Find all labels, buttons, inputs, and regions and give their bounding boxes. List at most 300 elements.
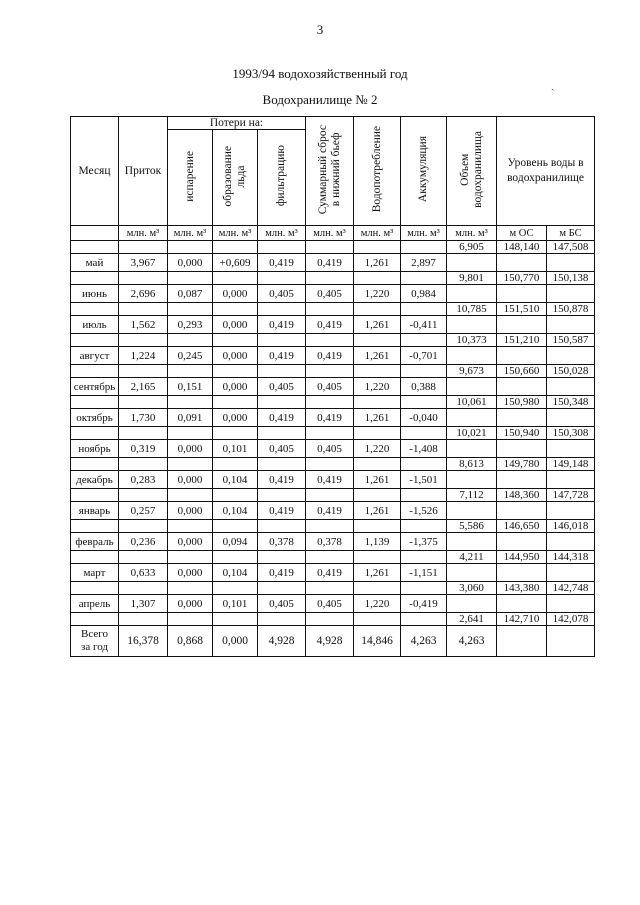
- empty-cell: [213, 427, 258, 440]
- empty-cell: [168, 303, 213, 316]
- empty-cell: [306, 551, 354, 564]
- consumption-cell: 1,139: [354, 533, 401, 551]
- empty-cell: [354, 489, 401, 502]
- empty-cell: [119, 396, 168, 409]
- filtration-cell: 0,419: [258, 409, 306, 427]
- empty-cell: [497, 533, 547, 551]
- discharge-cell: 0,419: [306, 564, 354, 582]
- header-evaporation-text: испарение: [183, 150, 196, 202]
- empty-cell: [258, 303, 306, 316]
- inflow-cell: 0,319: [119, 440, 168, 458]
- discharge-cell: 0,419: [306, 316, 354, 334]
- empty-cell: [306, 582, 354, 595]
- empty-cell: [401, 613, 447, 626]
- empty-cell: [258, 489, 306, 502]
- level-bs-cell: 146,018: [547, 520, 595, 533]
- empty-cell: [119, 582, 168, 595]
- ice-cell: +0,609: [213, 254, 258, 272]
- filtration-cell: 0,405: [258, 595, 306, 613]
- table-row: [71, 489, 595, 502]
- accumulation-cell: -0,701: [401, 347, 447, 365]
- empty-cell: [547, 626, 595, 657]
- empty-cell: [354, 613, 401, 626]
- volume-cell: 5,586: [447, 520, 497, 533]
- table-row: [71, 365, 595, 378]
- ice-cell: 0,000: [213, 409, 258, 427]
- consumption-cell: 1,261: [354, 471, 401, 489]
- empty-cell: [71, 365, 119, 378]
- accumulation-cell: -1,526: [401, 502, 447, 520]
- empty-cell: [119, 489, 168, 502]
- accumulation-cell: -1,375: [401, 533, 447, 551]
- evaporation-cell: 0,151: [168, 378, 213, 396]
- evaporation-cell: 0,000: [168, 440, 213, 458]
- filtration-cell: 0,419: [258, 471, 306, 489]
- empty-cell: [258, 427, 306, 440]
- empty-cell: [497, 254, 547, 272]
- month-cell: март: [71, 564, 119, 582]
- level-os-cell: 150,770: [497, 272, 547, 285]
- month-cell: май: [71, 254, 119, 272]
- level-bs-cell: 147,508: [547, 241, 595, 254]
- header-inflow: Приток: [119, 117, 168, 226]
- empty-cell: [401, 520, 447, 533]
- empty-cell: [547, 316, 595, 334]
- level-bs-cell: 147,728: [547, 489, 595, 502]
- total-volume-cell: 4,263: [447, 626, 497, 657]
- level-bs-cell: 150,587: [547, 334, 595, 347]
- empty-cell: [258, 272, 306, 285]
- table-row: [71, 241, 595, 254]
- filtration-cell: 0,419: [258, 254, 306, 272]
- empty-cell: [306, 520, 354, 533]
- empty-cell: [168, 551, 213, 564]
- evaporation-cell: 0,245: [168, 347, 213, 365]
- empty-cell: [354, 241, 401, 254]
- empty-cell: [119, 334, 168, 347]
- level-os-cell: 142,710: [497, 613, 547, 626]
- empty-cell: [447, 533, 497, 551]
- empty-cell: [401, 396, 447, 409]
- level-os-cell: 148,360: [497, 489, 547, 502]
- level-os-cell: 146,650: [497, 520, 547, 533]
- empty-cell: [213, 489, 258, 502]
- table-row: [71, 582, 595, 595]
- empty-cell: [354, 396, 401, 409]
- unit-level-os: м ОС: [497, 226, 547, 241]
- table-row: [71, 533, 595, 551]
- evaporation-cell: 0,000: [168, 502, 213, 520]
- empty-cell: [306, 334, 354, 347]
- empty-cell: [306, 272, 354, 285]
- empty-cell: [168, 613, 213, 626]
- inflow-cell: 1,562: [119, 316, 168, 334]
- level-bs-cell: 150,028: [547, 365, 595, 378]
- header-filtration: [258, 130, 306, 226]
- inflow-cell: 1,224: [119, 347, 168, 365]
- empty-cell: [354, 458, 401, 471]
- empty-cell: [497, 595, 547, 613]
- empty-cell: [258, 334, 306, 347]
- table-row: [71, 613, 595, 626]
- unit-accumulation: млн. м³: [401, 226, 447, 241]
- empty-cell: [447, 285, 497, 303]
- empty-cell: [213, 458, 258, 471]
- unit-month: [71, 226, 119, 241]
- empty-cell: [354, 582, 401, 595]
- empty-cell: [401, 489, 447, 502]
- empty-cell: [71, 272, 119, 285]
- inflow-cell: 1,307: [119, 595, 168, 613]
- empty-cell: [354, 272, 401, 285]
- ice-cell: 0,000: [213, 347, 258, 365]
- empty-cell: [258, 365, 306, 378]
- empty-cell: [71, 241, 119, 254]
- empty-cell: [547, 285, 595, 303]
- volume-cell: 6,905: [447, 241, 497, 254]
- level-os-cell: 150,980: [497, 396, 547, 409]
- empty-cell: [119, 551, 168, 564]
- filtration-cell: 0,419: [258, 347, 306, 365]
- table-row: [71, 378, 595, 396]
- header-level: Уровень воды в водохранилище: [497, 117, 595, 226]
- unit-level-bs: м БС: [547, 226, 595, 241]
- table-row: [71, 347, 595, 365]
- accumulation-cell: -1,408: [401, 440, 447, 458]
- empty-cell: [258, 582, 306, 595]
- empty-cell: [168, 489, 213, 502]
- empty-cell: [168, 520, 213, 533]
- empty-cell: [447, 347, 497, 365]
- header-ice: [213, 130, 258, 226]
- evaporation-cell: 0,000: [168, 254, 213, 272]
- level-os-cell: 151,210: [497, 334, 547, 347]
- empty-cell: [447, 409, 497, 427]
- level-os-cell: 143,380: [497, 582, 547, 595]
- table-row: [71, 520, 595, 533]
- unit-ice: млн. м³: [213, 226, 258, 241]
- table-row: [71, 409, 595, 427]
- discharge-cell: 0,419: [306, 502, 354, 520]
- month-cell: июнь: [71, 285, 119, 303]
- empty-cell: [401, 241, 447, 254]
- accumulation-cell: 0,984: [401, 285, 447, 303]
- empty-cell: [213, 303, 258, 316]
- empty-cell: [497, 409, 547, 427]
- evaporation-cell: 0,087: [168, 285, 213, 303]
- empty-cell: [71, 582, 119, 595]
- empty-cell: [119, 272, 168, 285]
- consumption-cell: 1,220: [354, 378, 401, 396]
- empty-cell: [168, 241, 213, 254]
- accumulation-cell: -1,501: [401, 471, 447, 489]
- header-ice-text: образование льда: [222, 145, 247, 207]
- inflow-cell: 0,236: [119, 533, 168, 551]
- empty-cell: [71, 551, 119, 564]
- volume-cell: 7,112: [447, 489, 497, 502]
- table-row: [71, 458, 595, 471]
- evaporation-cell: 0,293: [168, 316, 213, 334]
- empty-cell: [547, 409, 595, 427]
- inflow-cell: 0,257: [119, 502, 168, 520]
- empty-cell: [354, 365, 401, 378]
- volume-cell: 2,641: [447, 613, 497, 626]
- empty-cell: [447, 440, 497, 458]
- water-balance-table: [70, 116, 595, 657]
- table-row: [71, 254, 595, 272]
- empty-cell: [447, 378, 497, 396]
- month-cell: апрель: [71, 595, 119, 613]
- month-cell: октябрь: [71, 409, 119, 427]
- empty-cell: [547, 533, 595, 551]
- evaporation-cell: 0,000: [168, 564, 213, 582]
- unit-filtration: млн. м³: [258, 226, 306, 241]
- level-os-cell: 150,660: [497, 365, 547, 378]
- empty-cell: [497, 440, 547, 458]
- empty-cell: [258, 241, 306, 254]
- inflow-cell: 0,633: [119, 564, 168, 582]
- discharge-cell: 0,405: [306, 378, 354, 396]
- empty-cell: [447, 564, 497, 582]
- table-row: [71, 303, 595, 316]
- consumption-cell: 1,261: [354, 347, 401, 365]
- consumption-cell: 1,261: [354, 254, 401, 272]
- inflow-cell: 1,730: [119, 409, 168, 427]
- ice-cell: 0,101: [213, 440, 258, 458]
- consumption-cell: 1,261: [354, 502, 401, 520]
- volume-cell: 10,021: [447, 427, 497, 440]
- empty-cell: [447, 595, 497, 613]
- accumulation-cell: 0,388: [401, 378, 447, 396]
- level-os-cell: 148,140: [497, 241, 547, 254]
- table-row: [71, 564, 595, 582]
- empty-cell: [401, 582, 447, 595]
- evaporation-cell: 0,000: [168, 533, 213, 551]
- page-title: 1993/94 водохозяйственный год: [232, 66, 408, 81]
- total-evaporation-cell: 0,868: [168, 626, 213, 657]
- empty-cell: [168, 396, 213, 409]
- empty-cell: [447, 254, 497, 272]
- header-filtration-text: фильтрацию: [275, 145, 287, 207]
- consumption-cell: 1,261: [354, 316, 401, 334]
- empty-cell: [401, 458, 447, 471]
- empty-cell: [258, 551, 306, 564]
- empty-cell: [401, 272, 447, 285]
- level-bs-cell: 144,318: [547, 551, 595, 564]
- empty-cell: [547, 378, 595, 396]
- total-discharge-cell: 4,928: [306, 626, 354, 657]
- consumption-cell: 1,220: [354, 285, 401, 303]
- ice-cell: 0,000: [213, 285, 258, 303]
- empty-cell: [168, 582, 213, 595]
- empty-cell: [71, 427, 119, 440]
- table-row: [71, 440, 595, 458]
- empty-cell: [547, 564, 595, 582]
- empty-cell: [119, 365, 168, 378]
- accumulation-cell: -0,419: [401, 595, 447, 613]
- empty-cell: [71, 613, 119, 626]
- header-discharge: [306, 117, 354, 226]
- unit-consumption: млн. м³: [354, 226, 401, 241]
- month-cell: декабрь: [71, 471, 119, 489]
- empty-cell: [168, 365, 213, 378]
- table-row: [71, 427, 595, 440]
- inflow-cell: 3,967: [119, 254, 168, 272]
- header-accumulation-text: Аккумуляция: [417, 136, 429, 203]
- empty-cell: [306, 365, 354, 378]
- consumption-cell: 1,220: [354, 595, 401, 613]
- empty-cell: [213, 365, 258, 378]
- unit-inflow: млн. м³: [119, 226, 168, 241]
- discharge-cell: 0,419: [306, 471, 354, 489]
- table-row: [71, 595, 595, 613]
- empty-cell: [258, 396, 306, 409]
- empty-cell: [119, 241, 168, 254]
- header-consumption: [354, 117, 401, 226]
- table-body: [71, 241, 595, 657]
- empty-cell: [447, 316, 497, 334]
- level-bs-cell: 150,348: [547, 396, 595, 409]
- empty-cell: [258, 458, 306, 471]
- empty-cell: [447, 502, 497, 520]
- empty-cell: [547, 440, 595, 458]
- total-inflow-cell: 16,378: [119, 626, 168, 657]
- empty-cell: [213, 334, 258, 347]
- empty-cell: [71, 489, 119, 502]
- empty-cell: [401, 303, 447, 316]
- level-os-cell: 149,780: [497, 458, 547, 471]
- volume-cell: 4,211: [447, 551, 497, 564]
- level-bs-cell: 150,138: [547, 272, 595, 285]
- table-row: [71, 396, 595, 409]
- filtration-cell: 0,405: [258, 440, 306, 458]
- level-bs-cell: 142,748: [547, 582, 595, 595]
- empty-cell: [71, 458, 119, 471]
- ice-cell: 0,000: [213, 378, 258, 396]
- table-row: [71, 471, 595, 489]
- empty-cell: [497, 564, 547, 582]
- level-bs-cell: 149,148: [547, 458, 595, 471]
- volume-cell: 10,373: [447, 334, 497, 347]
- empty-cell: [258, 613, 306, 626]
- table-row: [71, 551, 595, 564]
- level-os-cell: 144,950: [497, 551, 547, 564]
- ice-cell: 0,104: [213, 502, 258, 520]
- unit-evaporation: млн. м³: [168, 226, 213, 241]
- table-row: [71, 316, 595, 334]
- level-bs-cell: 142,078: [547, 613, 595, 626]
- header-accumulation: [401, 117, 447, 226]
- filtration-cell: 0,405: [258, 285, 306, 303]
- empty-cell: [119, 303, 168, 316]
- empty-cell: [306, 458, 354, 471]
- filtration-cell: 0,405: [258, 378, 306, 396]
- total-accumulation-cell: 4,263: [401, 626, 447, 657]
- empty-cell: [213, 582, 258, 595]
- table-row: [71, 334, 595, 347]
- table-row: [71, 626, 595, 657]
- empty-cell: [213, 520, 258, 533]
- empty-cell: [168, 427, 213, 440]
- ice-cell: 0,104: [213, 471, 258, 489]
- empty-cell: [258, 520, 306, 533]
- empty-cell: [71, 303, 119, 316]
- header-volume-text: Объем водохранилища: [458, 131, 484, 208]
- empty-cell: [71, 396, 119, 409]
- consumption-cell: 1,261: [354, 409, 401, 427]
- level-os-cell: 151,510: [497, 303, 547, 316]
- unit-volume: млн. м³: [447, 226, 497, 241]
- empty-cell: [119, 520, 168, 533]
- discharge-cell: 0,419: [306, 409, 354, 427]
- volume-cell: 9,801: [447, 272, 497, 285]
- empty-cell: [401, 365, 447, 378]
- empty-cell: [71, 520, 119, 533]
- table-row: [71, 272, 595, 285]
- volume-cell: 10,785: [447, 303, 497, 316]
- ice-cell: 0,094: [213, 533, 258, 551]
- empty-cell: [497, 347, 547, 365]
- empty-cell: [306, 613, 354, 626]
- consumption-cell: 1,261: [354, 564, 401, 582]
- empty-cell: [354, 551, 401, 564]
- accumulation-cell: -0,411: [401, 316, 447, 334]
- ice-cell: 0,101: [213, 595, 258, 613]
- empty-cell: [354, 520, 401, 533]
- empty-cell: [168, 458, 213, 471]
- volume-cell: 9,673: [447, 365, 497, 378]
- empty-cell: [547, 347, 595, 365]
- discharge-cell: 0,378: [306, 533, 354, 551]
- stray-mark: ˏ: [551, 80, 555, 91]
- level-os-cell: 150,940: [497, 427, 547, 440]
- accumulation-cell: -1,151: [401, 564, 447, 582]
- header-consumption-text: Водопотребление: [370, 126, 383, 213]
- month-cell: январь: [71, 502, 119, 520]
- empty-cell: [547, 471, 595, 489]
- page-number: 3: [316, 22, 324, 37]
- empty-cell: [213, 396, 258, 409]
- empty-cell: [547, 502, 595, 520]
- empty-cell: [497, 502, 547, 520]
- empty-cell: [447, 471, 497, 489]
- discharge-cell: 0,405: [306, 440, 354, 458]
- filtration-cell: 0,419: [258, 502, 306, 520]
- month-cell: февраль: [71, 533, 119, 551]
- inflow-cell: 2,165: [119, 378, 168, 396]
- month-cell: сентябрь: [71, 378, 119, 396]
- level-bs-cell: 150,878: [547, 303, 595, 316]
- accumulation-cell: 2,897: [401, 254, 447, 272]
- empty-cell: [71, 334, 119, 347]
- total-filtration-cell: 4,928: [258, 626, 306, 657]
- level-bs-cell: 150,308: [547, 427, 595, 440]
- evaporation-cell: 0,091: [168, 409, 213, 427]
- month-cell: ноябрь: [71, 440, 119, 458]
- empty-cell: [306, 303, 354, 316]
- empty-cell: [119, 458, 168, 471]
- filtration-cell: 0,419: [258, 564, 306, 582]
- total-label-cell: Всего за год: [71, 626, 119, 657]
- empty-cell: [213, 241, 258, 254]
- header-volume: [447, 117, 497, 226]
- empty-cell: [354, 427, 401, 440]
- empty-cell: [401, 427, 447, 440]
- empty-cell: [497, 285, 547, 303]
- empty-cell: [497, 471, 547, 489]
- empty-cell: [119, 427, 168, 440]
- empty-cell: [306, 427, 354, 440]
